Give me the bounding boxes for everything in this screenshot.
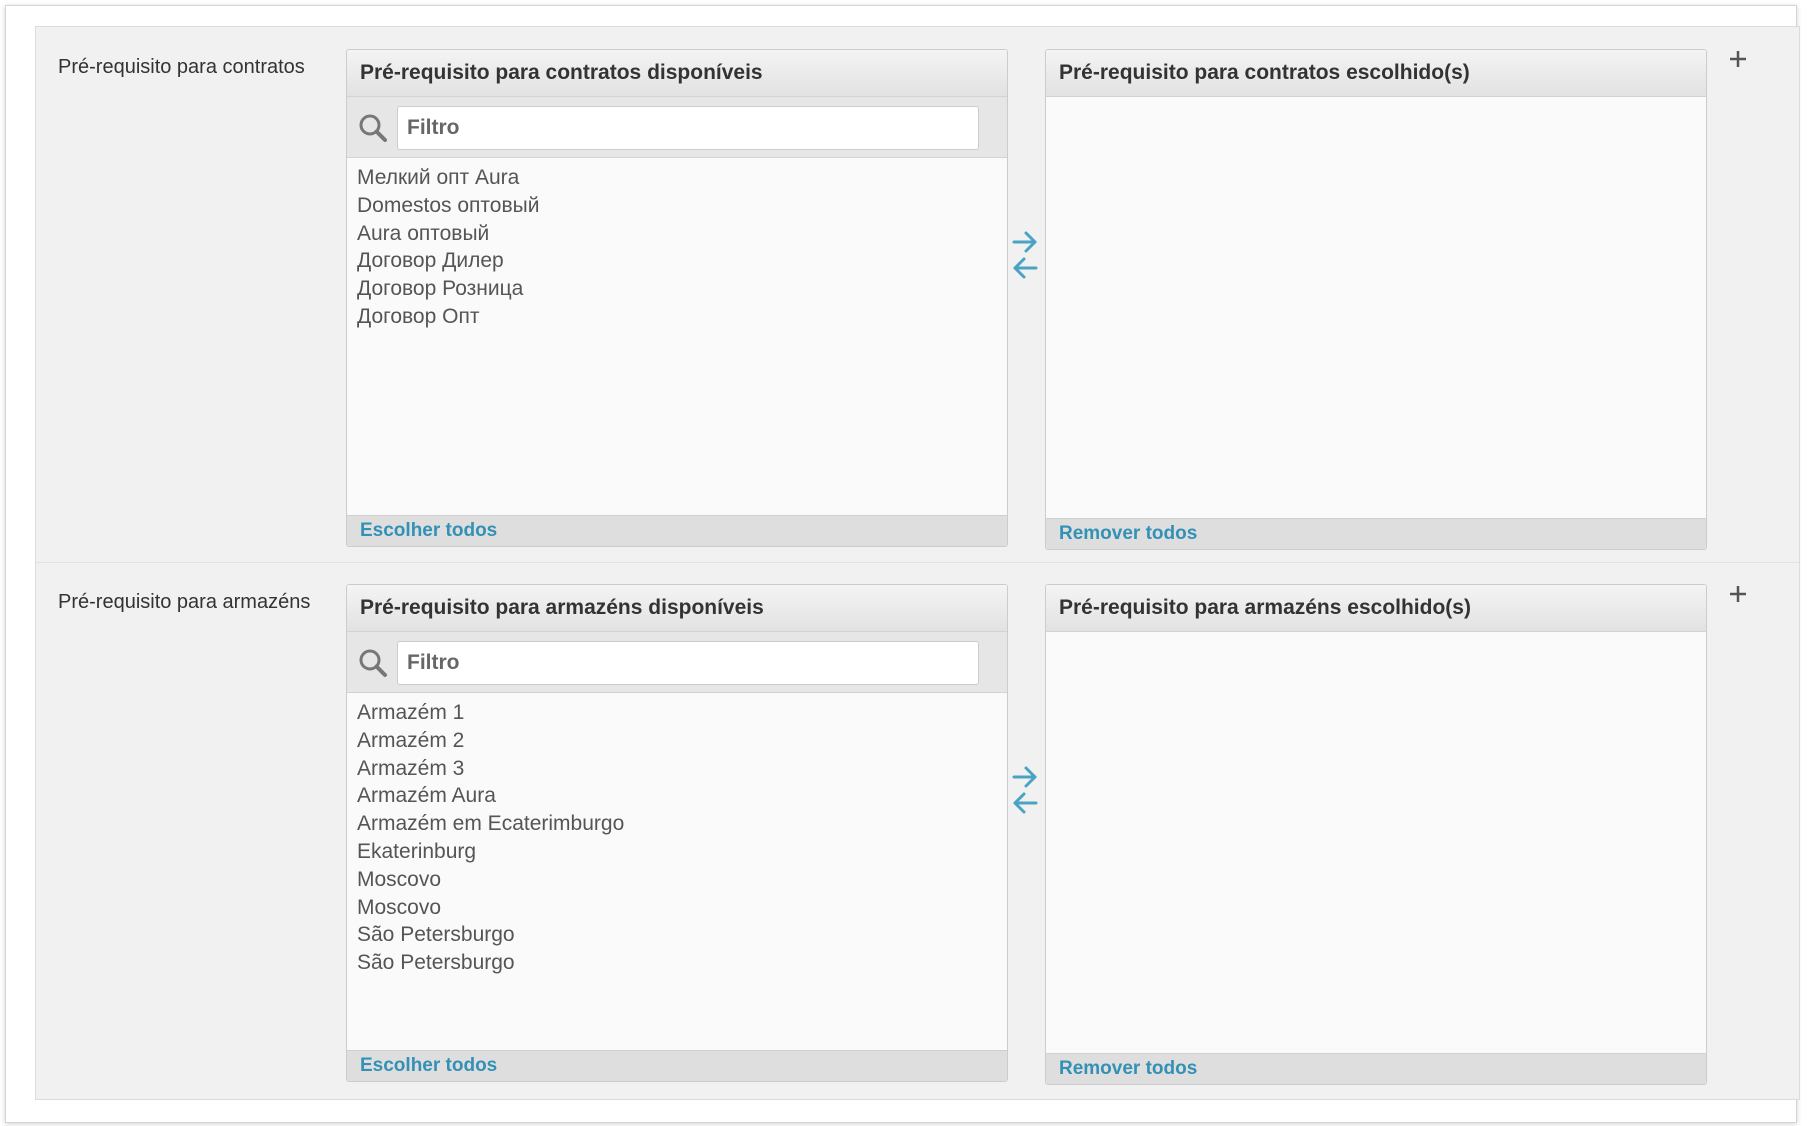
chosen-list[interactable] [1046, 632, 1706, 644]
list-item[interactable]: Armazém em Ecaterimburgo [357, 812, 625, 836]
selector-arrows [1010, 764, 1040, 816]
chosen-box [1045, 49, 1707, 550]
choose-all-link[interactable]: Escolher todos [360, 1055, 498, 1076]
remove-all-link[interactable]: Remover todos [1059, 523, 1198, 544]
box-footer [1046, 518, 1706, 549]
field-label: Pré-requisito para armazéns [58, 591, 311, 613]
list-item[interactable]: Moscovo [357, 895, 442, 919]
available-title: Pré-requisito para armazéns disponíveis [347, 585, 1007, 632]
list-item[interactable]: Moscovo [357, 867, 442, 891]
form-fieldset [35, 26, 1800, 1100]
search-icon [358, 113, 388, 143]
remove-all-link[interactable]: Remover todos [1059, 1058, 1198, 1079]
chosen-title: Pré-requisito para armazéns escolhido(s) [1046, 585, 1706, 632]
list-item[interactable]: Armazém 1 [357, 701, 465, 724]
arrow-left-icon[interactable] [1010, 790, 1040, 816]
list-item[interactable]: São Petersburgo [357, 923, 515, 947]
list-item[interactable]: São Petersburgo [357, 951, 515, 975]
chosen-title: Pré-requisito para contratos escolhido(s) [1046, 50, 1706, 97]
plus-icon[interactable] [1727, 583, 1749, 605]
available-list[interactable] [347, 158, 1007, 337]
list-item[interactable]: Armazém 2 [357, 728, 465, 752]
list-item[interactable]: Договор Дилер [357, 249, 504, 273]
list-item[interactable]: Domestos оптовый [357, 193, 540, 217]
box-footer [347, 515, 1007, 546]
list-item[interactable]: Договор Опт [357, 304, 480, 328]
chosen-box [1045, 584, 1707, 1085]
search-icon [358, 648, 388, 678]
list-item[interactable]: Armazém Aura [357, 784, 496, 808]
list-item[interactable]: Договор Розница [357, 277, 524, 301]
arrow-left-icon[interactable] [1010, 255, 1040, 281]
list-item[interactable]: Ekaterinburg [357, 839, 477, 863]
filter-input[interactable] [397, 106, 979, 150]
list-item[interactable]: Aura оптовый [357, 221, 490, 245]
list-item[interactable]: Armazém 3 [357, 756, 465, 780]
arrow-right-icon[interactable] [1010, 764, 1040, 790]
page-frame [5, 5, 1797, 1123]
form-row-contracts [36, 27, 1799, 563]
arrow-right-icon[interactable] [1010, 229, 1040, 255]
plus-icon[interactable] [1727, 48, 1749, 70]
field-label: Pré-requisito para contratos [58, 56, 305, 78]
available-box [346, 49, 1008, 547]
available-box [346, 584, 1008, 1082]
filter-bar [347, 632, 1007, 693]
available-title: Pré-requisito para contratos disponíveis [347, 50, 1007, 97]
filter-bar [347, 97, 1007, 158]
chosen-list[interactable] [1046, 97, 1706, 109]
available-list[interactable] [347, 693, 1007, 983]
box-footer [347, 1050, 1007, 1081]
choose-all-link[interactable]: Escolher todos [360, 520, 498, 541]
box-footer [1046, 1053, 1706, 1084]
form-row-warehouses [36, 562, 1799, 1099]
list-item[interactable]: Мелкий опт Aura [357, 166, 520, 189]
selector-arrows [1010, 229, 1040, 281]
filter-input[interactable] [397, 641, 979, 685]
